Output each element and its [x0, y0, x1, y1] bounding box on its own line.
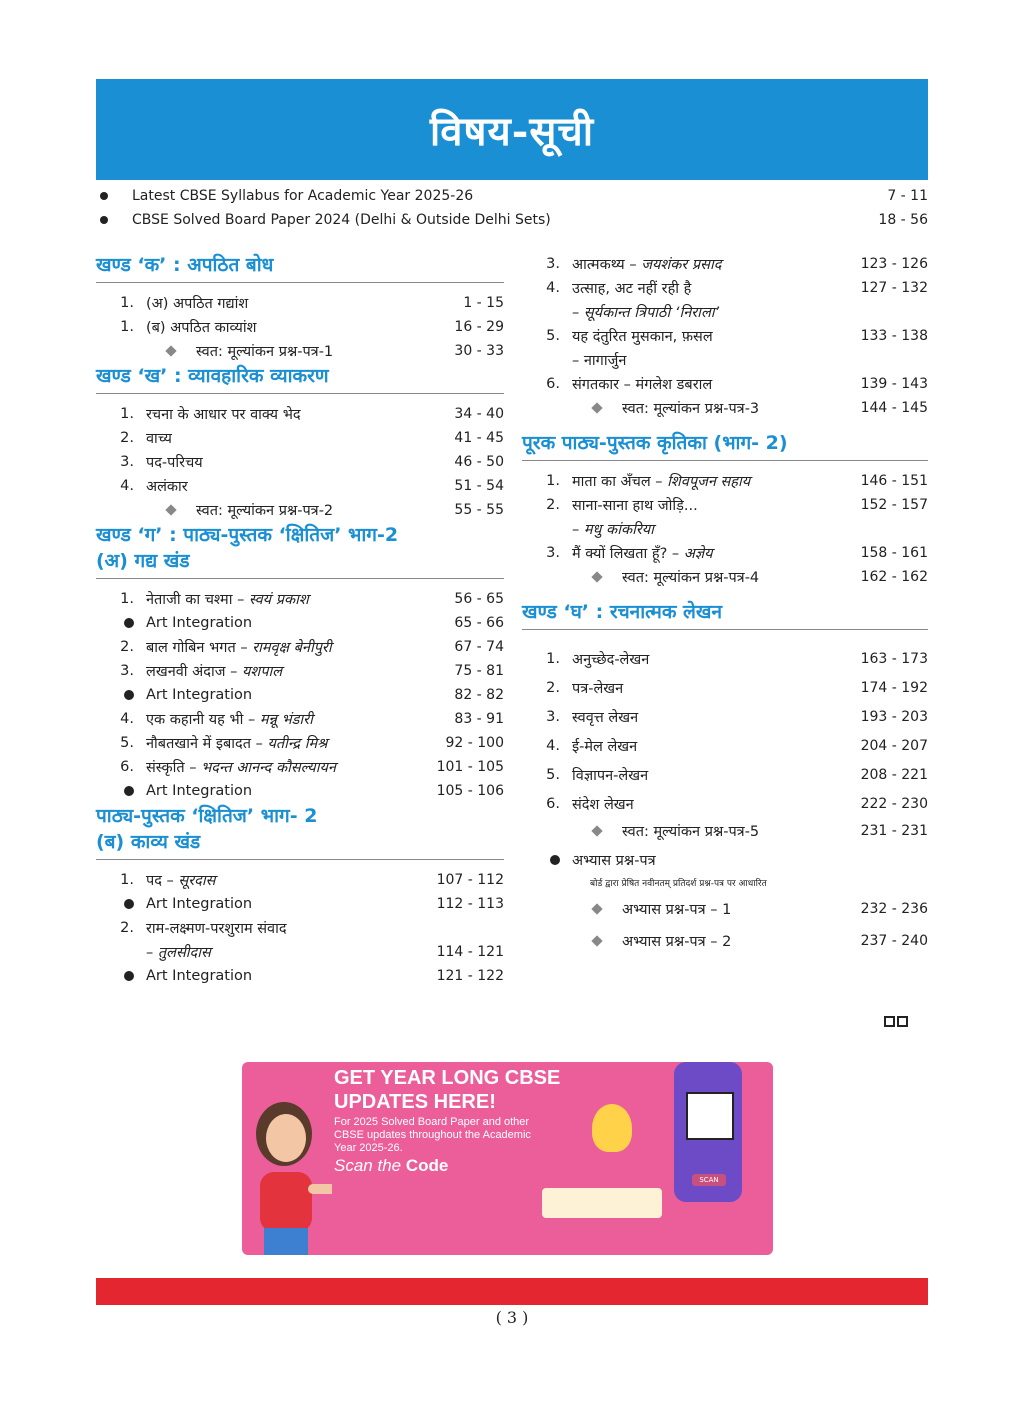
toc-row: [96, 964, 504, 988]
toc-text: CBSE Solved Board Paper 2024 (Delhi & Outside Delhi Sets): [132, 212, 551, 228]
toc-text: वाच्य: [146, 431, 172, 447]
toc-pages: 75 - 81: [454, 663, 504, 679]
toc-row: [96, 291, 504, 315]
toc-text: मैं क्यों लिखता हूँ? –: [572, 546, 684, 562]
toc-pages: 51 - 54: [454, 478, 504, 494]
book-icon: [542, 1188, 662, 1218]
diamond-icon: [591, 825, 602, 836]
toc-num: 1.: [546, 473, 560, 489]
section-heading: खण्ड ‘क’ : अपठित बोध: [96, 254, 274, 276]
bullet-icon: [100, 192, 108, 200]
toc-row: [522, 892, 928, 926]
toc-text: Latest CBSE Syllabus for Academic Year 2025-26: [132, 188, 474, 204]
toc-row: [96, 402, 504, 426]
toc-row: [96, 315, 504, 339]
toc-pages: 46 - 50: [454, 454, 504, 470]
toc-row: [96, 683, 504, 707]
bullet-icon: [124, 618, 134, 628]
toc-text: पद-परिचय: [146, 455, 203, 471]
section-subheading: (ब) काव्य खंड: [96, 831, 201, 853]
section-subheading: (अ) गद्य खंड: [96, 550, 190, 572]
toc-text: नौबतखाने में इबादत –: [146, 736, 268, 752]
toc-text: Art Integration: [146, 896, 253, 912]
toc-num: 3.: [546, 545, 560, 561]
toc-num: 4.: [120, 711, 134, 727]
diamond-icon: [591, 903, 602, 914]
toc-row: [522, 517, 928, 541]
toc-pages: 56 - 65: [454, 591, 504, 607]
toc-row: [96, 426, 504, 450]
toc-text: राम-लक्ष्मण-परशुराम संवाद: [146, 921, 287, 937]
toc-author: तुलसीदास: [157, 945, 211, 961]
toc-text: संदेश लेखन: [572, 796, 634, 813]
toc-row: [522, 469, 928, 493]
toc-num: 1.: [120, 295, 134, 311]
toc-pages: 107 - 112: [436, 872, 504, 888]
toc-pages: 92 - 100: [445, 735, 504, 751]
toc-pages: 232 - 236: [860, 901, 928, 917]
toc-text: स्ववृत्त लेखन: [572, 709, 639, 726]
toc-text: (अ) अपठित गद्यांश: [146, 296, 249, 312]
toc-text: – नागार्जुन: [572, 353, 627, 369]
toc-row: [522, 372, 928, 396]
banner-body: For 2025 Solved Board Paper and other CBSE updates throughout the Academic Year 2025-26.: [334, 1116, 531, 1154]
toc-text: अलंकार: [146, 479, 188, 495]
diamond-icon: [165, 345, 176, 356]
divider: [96, 859, 504, 860]
toc-text: –: [572, 305, 584, 321]
toc-row: [96, 707, 504, 731]
toc-pages: 162 - 162: [860, 569, 928, 585]
toc-text: आत्मकथ्य –: [572, 257, 642, 273]
toc-author: मन्नू भंडारी: [259, 712, 313, 728]
divider: [96, 282, 504, 283]
toc-pages: 146 - 151: [860, 473, 928, 489]
toc-pages: 231 - 231: [860, 823, 928, 839]
toc-row: [96, 868, 504, 892]
toc-pages: 18 - 56: [878, 212, 928, 228]
toc-text: माता का अँचल –: [572, 474, 668, 490]
toc-row: [96, 450, 504, 474]
toc-pages: 30 - 33: [454, 343, 504, 359]
toc-pages: 67 - 74: [454, 639, 504, 655]
bullet-icon: [124, 971, 134, 981]
toc-row: [522, 276, 928, 300]
section-heading: पाठ्य-पुस्तक ‘क्षितिज’ भाग- 2: [96, 805, 318, 827]
toc-row: [522, 644, 928, 673]
toc-author: यशपाल: [241, 664, 283, 680]
toc-text: Art Integration: [146, 783, 253, 799]
toc-text: यह दंतुरित मुसकान, फ़सल: [572, 329, 713, 345]
scan-button[interactable]: SCAN: [692, 1174, 726, 1186]
toc-text: Art Integration: [146, 615, 253, 631]
note-text: बोर्ड द्वारा प्रेषित नवीनतम् प्रतिदर्श प्रश्न-पत्र पर आधारित: [590, 879, 767, 889]
toc-num: 3.: [546, 256, 560, 272]
toc-author: भदन्त आनन्द कौसल्यायन: [201, 760, 336, 776]
toc-row: [96, 587, 504, 611]
toc-pages: 55 - 55: [454, 502, 504, 518]
toc-pages: 158 - 161: [860, 545, 928, 561]
toc-num: 6.: [120, 759, 134, 775]
toc-text: विज्ञापन-लेखन: [572, 767, 649, 784]
toc-row: [96, 659, 504, 683]
toc-row: [522, 493, 928, 517]
toc-author: सूर्यकान्त त्रिपाठी ‘निराला’: [583, 305, 720, 321]
toc-num: 4.: [546, 737, 560, 754]
toc-pages: 133 - 138: [860, 328, 928, 344]
toc-num: 3.: [546, 708, 560, 725]
right-column: [522, 252, 928, 956]
toc-pages: 174 - 192: [860, 679, 928, 696]
toc-text: पत्र-लेखन: [572, 680, 624, 697]
toc-pages: 7 - 11: [887, 188, 928, 204]
footer-bar: [96, 1278, 928, 1305]
toc-pages: 114 - 121: [436, 944, 504, 960]
toc-author: मधु कांकरिया: [583, 522, 654, 538]
toc-text: नेताजी का चश्मा –: [146, 592, 249, 608]
toc-row: [522, 702, 928, 731]
bullet-icon: [124, 786, 134, 796]
toc-row: [522, 565, 928, 589]
toc-row: [522, 324, 928, 348]
toc-pages: 163 - 173: [860, 650, 928, 667]
toc-pages: 193 - 203: [860, 708, 928, 725]
toc-row: [522, 818, 928, 844]
bullet-icon: [550, 855, 560, 865]
toc-text: रचना के आधार पर वाक्य भेद: [146, 407, 301, 423]
toc-text: साना-साना हाथ जोड़ि...: [572, 498, 698, 514]
toc-author: स्वयं प्रकाश: [248, 592, 309, 608]
toc-text: स्वत: मूल्यांकन प्रश्न-पत्र-3: [622, 401, 760, 417]
toc-author: यतीन्द्र मिश्र: [267, 736, 328, 752]
end-mark-icon: [884, 1016, 908, 1027]
toc-pages: 83 - 91: [454, 711, 504, 727]
toc-pages: 1 - 15: [463, 295, 504, 311]
toc-pages: 237 - 240: [860, 933, 928, 949]
toc-num: 1.: [120, 406, 134, 422]
toc-pages: 139 - 143: [860, 376, 928, 392]
banner-scan-text: Scan the Code: [334, 1156, 449, 1175]
toc-num: 3.: [120, 663, 134, 679]
toc-pages: 65 - 66: [454, 615, 504, 631]
section-heading: खण्ड ‘घ’ : रचनात्मक लेखन: [522, 601, 723, 623]
toc-row: [96, 892, 504, 916]
bullet-icon: [124, 899, 134, 909]
toc-text: संस्कृति –: [146, 760, 202, 776]
toc-pages: 208 - 221: [860, 766, 928, 783]
toc-author: शिवपूजन सहाय: [667, 474, 751, 490]
bullet-icon: [100, 216, 108, 224]
toc-row: [96, 731, 504, 755]
toc-row: [522, 926, 928, 956]
toc-num: 1.: [120, 872, 134, 888]
toc-row: [100, 185, 928, 207]
toc-row: [522, 760, 928, 789]
toc-row: [100, 209, 928, 231]
promo-banner[interactable]: [242, 1062, 773, 1255]
page-number: ( 3 ): [495, 1308, 529, 1327]
toc-text: अभ्यास प्रश्न-पत्र: [572, 853, 656, 869]
toc-num: 2.: [546, 679, 560, 696]
toc-text: –: [146, 945, 158, 961]
toc-text: Art Integration: [146, 687, 253, 703]
toc-row: [96, 611, 504, 635]
toc-row: [96, 755, 504, 779]
toc-pages: 222 - 230: [860, 795, 928, 812]
toc-num: 1.: [546, 650, 560, 667]
divider: [96, 578, 504, 579]
toc-pages: 105 - 106: [436, 783, 504, 799]
toc-text: स्वत: मूल्यांकन प्रश्न-पत्र-4: [622, 570, 760, 586]
toc-text: स्वत: मूल्यांकन प्रश्न-पत्र-5: [622, 824, 760, 840]
toc-num: 1.: [120, 319, 134, 335]
toc-text: (ब) अपठित काव्यांश: [146, 320, 257, 336]
toc-pages: 123 - 126: [860, 256, 928, 272]
toc-text: पद –: [146, 873, 179, 889]
toc-row: [96, 474, 504, 498]
toc-row: [522, 396, 928, 420]
toc-row: [96, 498, 504, 522]
toc-row: [96, 779, 504, 803]
toc-pages: 204 - 207: [860, 737, 928, 754]
toc-row: [522, 252, 928, 276]
toc-row: [96, 635, 504, 659]
section-heading: खण्ड ‘ग’ : पाठ्य-पुस्तक ‘क्षितिज’ भाग-2: [96, 524, 399, 546]
toc-pages: 41 - 45: [454, 430, 504, 446]
diamond-icon: [591, 402, 602, 413]
toc-text: स्वत: मूल्यांकन प्रश्न-पत्र-1: [196, 344, 334, 360]
toc-num: 5.: [546, 328, 560, 344]
toc-num: 5.: [546, 766, 560, 783]
title-banner: [96, 79, 928, 180]
divider: [96, 393, 504, 394]
left-column: [96, 252, 504, 988]
toc-num: 2.: [120, 920, 134, 936]
diamond-icon: [591, 935, 602, 946]
toc-pages: 101 - 105: [436, 759, 504, 775]
toc-row: [522, 300, 928, 324]
toc-row: [522, 731, 928, 760]
toc-pages: 152 - 157: [860, 497, 928, 513]
toc-row: [522, 673, 928, 702]
divider: [522, 629, 928, 630]
bullet-icon: [124, 690, 134, 700]
toc-text: अनुच्छेद-लेखन: [572, 651, 650, 668]
toc-text: अभ्यास प्रश्न-पत्र – 1: [622, 902, 732, 918]
toc-num: 2.: [120, 430, 134, 446]
toc-text: Art Integration: [146, 968, 253, 984]
toc-num: 6.: [546, 795, 560, 812]
toc-pages: 112 - 113: [436, 896, 504, 912]
toc-text: एक कहानी यह भी –: [146, 712, 260, 728]
page-title: विषय-सूची: [429, 108, 595, 155]
qr-code-icon[interactable]: [686, 1092, 734, 1140]
toc-num: 2.: [120, 639, 134, 655]
toc-text: अभ्यास प्रश्न-पत्र – 2: [622, 934, 732, 950]
toc-text: –: [572, 522, 584, 538]
toc-text: स्वत: मूल्यांकन प्रश्न-पत्र-2: [196, 503, 334, 519]
girl-illustration-icon: [242, 1092, 332, 1255]
toc-author: रामवृक्ष बेनीपुरी: [252, 640, 332, 656]
toc-pages: 127 - 132: [860, 280, 928, 296]
toc-num: 4.: [120, 478, 134, 494]
diamond-icon: [591, 571, 602, 582]
toc-row: [96, 916, 504, 940]
toc-text: ई-मेल लेखन: [572, 738, 638, 755]
toc-text: लखनवी अंदाज –: [146, 664, 242, 680]
toc-row: [522, 789, 928, 818]
toc-pages: 34 - 40: [454, 406, 504, 422]
toc-text: बाल गोबिन भगत –: [146, 640, 253, 656]
toc-row: [96, 940, 504, 964]
toc-author: जयशंकर प्रसाद: [641, 257, 722, 273]
toc-row: [522, 348, 928, 372]
toc-pages: 16 - 29: [454, 319, 504, 335]
toc-num: 3.: [120, 454, 134, 470]
toc-num: 2.: [546, 497, 560, 513]
toc-num: 5.: [120, 735, 134, 751]
toc-text: उत्साह, अट नहीं रही है: [572, 281, 692, 297]
lightbulb-icon: [592, 1104, 632, 1152]
toc-pages: 82 - 82: [454, 687, 504, 703]
toc-row: [522, 844, 928, 876]
toc-num: 4.: [546, 280, 560, 296]
toc-author: सूरदास: [178, 873, 216, 889]
toc-author: अज्ञेय: [683, 546, 713, 562]
banner-headline: GET YEAR LONG CBSE UPDATES HERE!: [334, 1067, 561, 1113]
toc-text: संगतकार – मंगलेश डबराल: [572, 377, 713, 393]
divider: [522, 460, 928, 461]
diamond-icon: [165, 504, 176, 515]
section-heading: खण्ड ‘ख’ : व्यावहारिक व्याकरण: [96, 365, 329, 387]
toc-row: [96, 339, 504, 363]
toc-num: 6.: [546, 376, 560, 392]
toc-pages: 144 - 145: [860, 400, 928, 416]
section-heading: पूरक पाठ्य-पुस्तक कृतिका (भाग- 2): [522, 432, 788, 454]
toc-pages: 121 - 122: [436, 968, 504, 984]
toc-row: [522, 541, 928, 565]
toc-num: 1.: [120, 591, 134, 607]
